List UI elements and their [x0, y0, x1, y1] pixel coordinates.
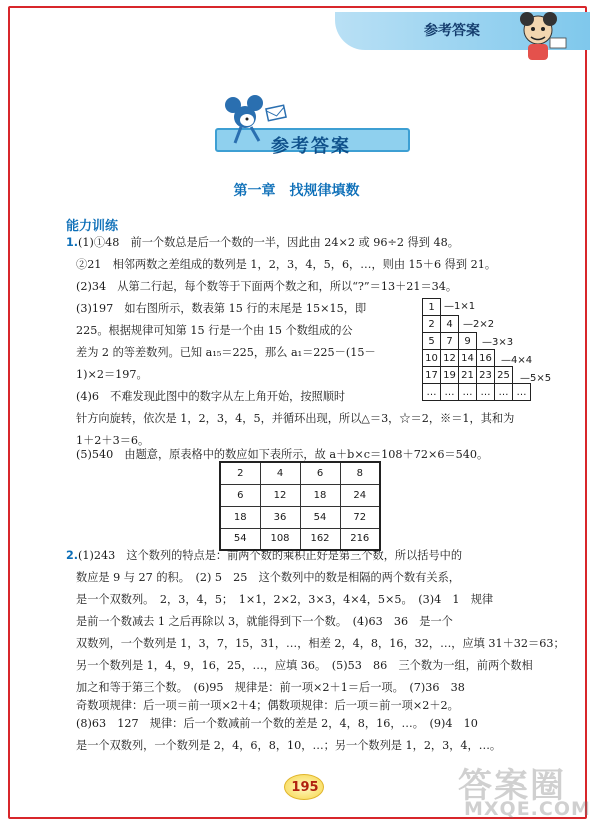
- answer-line: 是前一个数减去 1 之后再除以 3，就能得到下一个数。 (4)63 36 是一个: [76, 615, 453, 628]
- question-number: 1.: [66, 236, 79, 249]
- answer-line: 奇数项规律：后一项＝前一项×2＋4；偶数项规律：后一项＝前一项×2＋2。: [76, 699, 459, 712]
- mascot-icon: [500, 8, 570, 68]
- table-cell: 4: [441, 316, 459, 333]
- page-number: 195: [291, 780, 319, 795]
- table-cell: 16: [477, 350, 495, 367]
- table-cell: 54: [300, 506, 340, 528]
- table-cell: 12: [441, 350, 459, 367]
- square-number-table: [422, 298, 531, 401]
- answer-line: 1＋2＋3＝6。: [76, 434, 150, 447]
- section-title: 能力训练: [66, 219, 119, 234]
- table-cell: …: [423, 384, 441, 401]
- answer-line: (8)63 127 规律：后一个数减前一个数的差是 2，4，8，16，…。 (9)4 10: [76, 717, 478, 730]
- answer-line: 1)×2＝197。: [76, 368, 148, 381]
- table-cell: 9: [459, 333, 477, 350]
- row-end-label: —2×2: [463, 319, 495, 330]
- answer-line: 数应是 9 与 27 的积。 (2) 5 25 这个数列中的数是相隔的两个数有关系，: [76, 571, 460, 584]
- row-end-label: —4×4: [501, 355, 533, 366]
- answer-line: 是一个双数列。 2，3，4，5； 1×1，2×2，3×3，4×4，5×5。 (3)4 1 规律: [76, 593, 494, 606]
- answer-line: (5)540 由题意，原表格中的数应如下表所示，故 a＋b×c＝108＋72×6＝540。: [76, 448, 489, 461]
- row-end-label: —1×1: [444, 301, 476, 312]
- table-cell: …: [513, 384, 531, 401]
- table-cell: …: [477, 384, 495, 401]
- watermark-main: 答案圈: [458, 766, 566, 806]
- answer-line: 双数列，一个数列是 1，3，7，15，31，…，相差 2，4，8，16，32，…，应填 31＋32＝63；: [76, 637, 565, 650]
- table-cell: 12: [260, 484, 300, 506]
- table-cell: 36: [260, 506, 300, 528]
- table-cell: 1: [423, 299, 441, 316]
- answer-line: 加之和等于第三个数。 (6)95 规律是：前一项×2＋1＝后一项。 (7)36 38: [76, 681, 465, 694]
- mickey-mascot-icon: [221, 95, 291, 153]
- table-cell: 4: [260, 462, 300, 484]
- table-cell: 19: [441, 367, 459, 384]
- table-cell: 8: [340, 462, 380, 484]
- table-cell: 23: [477, 367, 495, 384]
- table-cell: 24: [340, 484, 380, 506]
- table-cell: 7: [441, 333, 459, 350]
- table-cell: 25: [495, 367, 513, 384]
- table-cell: 54: [220, 528, 260, 550]
- table-cell: 2: [423, 316, 441, 333]
- table-cell: 72: [340, 506, 380, 528]
- page-number-badge: [284, 774, 324, 800]
- table-cell: 216: [340, 528, 380, 550]
- table-cell: 108: [260, 528, 300, 550]
- question-number: 2.: [66, 549, 79, 562]
- banner-title: 参考答案: [271, 136, 351, 157]
- answer-line: 是一个双数列，一个数列是 2，4，6，8，10，…；另一个数列是 1，2，3，4，…。: [76, 739, 502, 752]
- watermark-sub: MXQE.COM: [464, 798, 591, 820]
- answer-line: 2.(1)243 这个数列的特点是：前两个数的乘积正好是第三个数，所以括号中的: [66, 549, 463, 562]
- answer-line: 另一个数列是 1，4，9，16，25，…，应填 36。 (5)53 86 三个数为一组，前两个数相: [76, 659, 533, 672]
- table-cell: 18: [300, 484, 340, 506]
- row-end-label: —3×3: [482, 337, 514, 348]
- answer-line: 1.(1)①48 前一个数总是后一个数的一半，因此由 24×2 或 96÷2 得到 48。: [66, 236, 459, 249]
- table-cell: …: [441, 384, 459, 401]
- watermark: [458, 758, 591, 820]
- table-cell: 2: [220, 462, 260, 484]
- answer-line: 225。根据规律可知第 15 行是一个由 15 个数组成的公: [76, 324, 353, 337]
- header-title: 参考答案: [424, 23, 480, 39]
- number-grid-table: [219, 461, 381, 551]
- table-cell: 14: [459, 350, 477, 367]
- answer-line: 差为 2 的等差数列。已知 a₁₅＝225，那么 a₁＝225－(15－: [76, 346, 376, 359]
- table-cell: 18: [220, 506, 260, 528]
- table-cell: 10: [423, 350, 441, 367]
- table-cell: 162: [300, 528, 340, 550]
- answer-line: (3)197 如右图所示，数表第 15 行的末尾是 15×15，即: [76, 302, 367, 315]
- answer-line: 针方向旋转，依次是 1，2，3，4，5，并循环出现，所以△＝3，☆＝2，※＝1，其和为: [76, 412, 515, 425]
- table-cell: …: [459, 384, 477, 401]
- row-end-label: —5×5: [520, 373, 552, 384]
- banner: [215, 95, 415, 155]
- answer-line: ②21 相邻两数之差组成的数列是 1，2，3，4，5，6，…，则由 15＋6 得到 21。: [76, 258, 497, 271]
- table-cell: …: [495, 384, 513, 401]
- table-cell: 21: [459, 367, 477, 384]
- chapter-title: 第一章 找规律填数: [233, 183, 360, 199]
- table-cell: 17: [423, 367, 441, 384]
- table-cell: 5: [423, 333, 441, 350]
- answer-line: (2)34 从第二行起，每个数等于下面两个数之和，所以“?”＝13＋21＝34。: [76, 280, 458, 293]
- table-cell: 6: [300, 462, 340, 484]
- table-cell: 6: [220, 484, 260, 506]
- answer-line: (4)6 不难发现此图中的数字从左上角开始，按照顺时: [76, 390, 346, 403]
